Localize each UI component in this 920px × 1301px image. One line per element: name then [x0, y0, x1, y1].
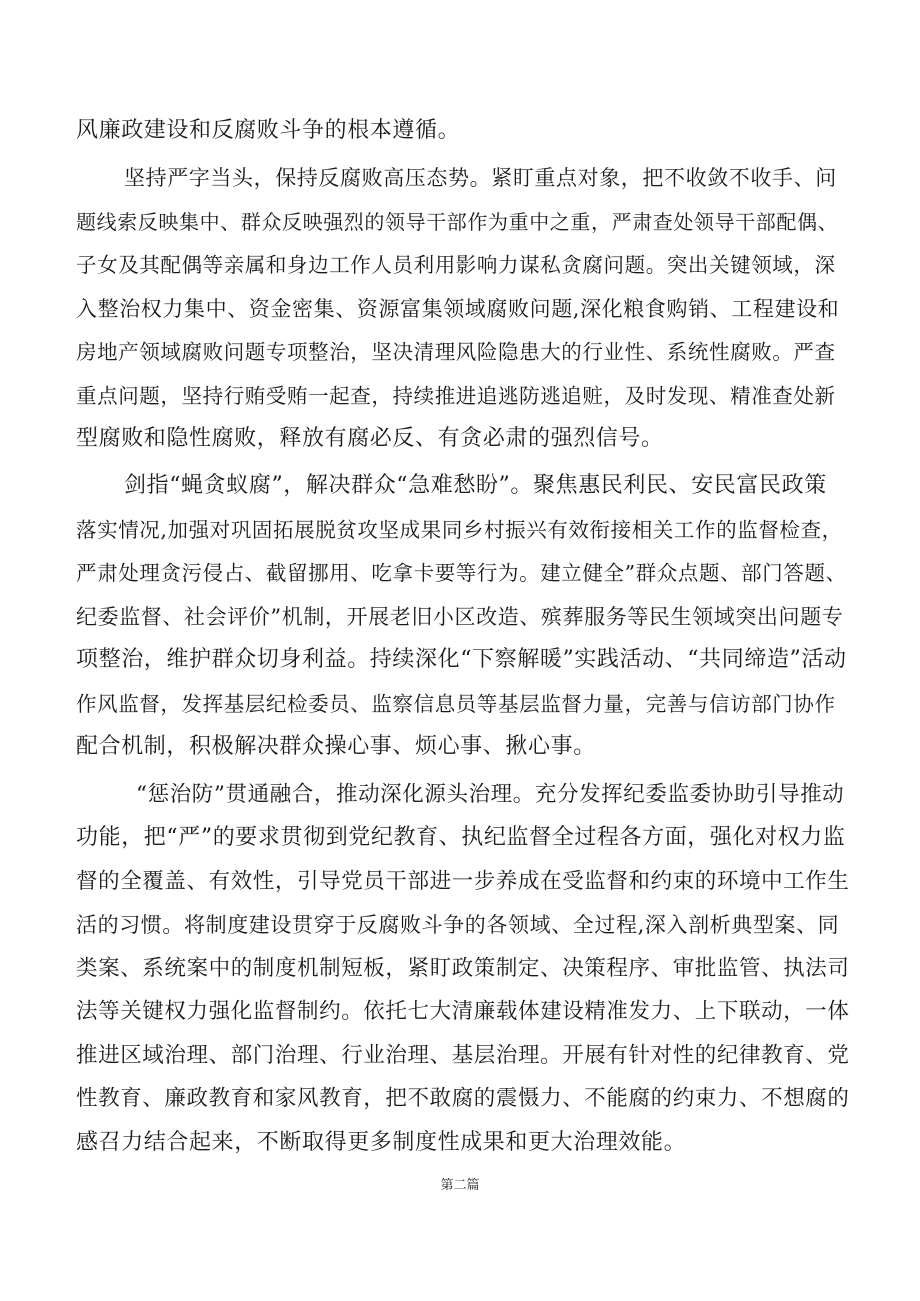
paragraph-4-line-4: 活的习惯。将制度建设贯穿于反腐败斗争的各领域、全过程,深入剖析典型案、同 — [76, 913, 840, 937]
paragraph-4-line-3: 督的全覆盖、有效性，引导党员干部进一步养成在受监督和约束的环境中工作生 — [76, 869, 850, 894]
paragraph-4-line-1: “惩治防”贯通融合，推动深化源头治理。充分发挥纪委监委协助引导推动 — [136, 782, 845, 807]
paragraph-3-line-2: 落实情况,加强对巩固拓展脱贫攻坚成果同乡村振兴有效衔接相关工作的监督检查， — [76, 518, 843, 542]
paragraph-3-line-6: 作风监督，发挥基层纪检委员、监察信息员等基层监督力量，完善与信访部门协作 — [76, 692, 836, 716]
paragraph-3-line-7: 配合机制，积极解决群众操心事、烦心事、揪心事。 — [76, 734, 596, 759]
paragraph-2-line-1: 坚持严字当头，保持反腐败高压态势。紧盯重点对象，把不收敛不收手、问 — [124, 166, 837, 190]
section-label: 第二篇 — [440, 1178, 480, 1193]
paragraph-4-line-2: 功能，把“严”的要求贯彻到党纪教育、执纪监督全过程各方面，强化对权力监 — [76, 825, 846, 850]
paragraph-3-line-3: 严肃处理贪污侵占、截留挪用、吃拿卡要等行为。建立健全”群众点题、部门答题、 — [76, 561, 847, 585]
paragraph-4-line-6: 法等关键权力强化监督制约。依托七大清廉载体建设精准发力、上下联动，一体 — [76, 999, 850, 1024]
paragraph-2-line-5: 房地产领域腐败问题专项整治，坚决清理风险隐患大的行业性、系统性腐败。严查 — [76, 340, 836, 364]
paragraph-3-line-4: 纪委监督、社会评价”机制，开展老旧小区改造、殡葬服务等民生领域突出问题专 — [76, 605, 844, 629]
paragraph-3-line-1: 剑指“蝇贪蚁腐”，解决群众“急难愁盼”。聚焦惠民利民、安民富民政策 — [124, 473, 827, 498]
paragraph-4-line-7: 推进区域治理、部门治理、行业治理、基层治理。开展有针对性的纪律教育、党 — [76, 1043, 850, 1068]
paragraph-2-line-4: 入整治权力集中、资金密集、资源富集领域腐败问题,深化粮食购销、工程建设和 — [76, 297, 840, 321]
paragraph-2-line-6: 重点问题，坚持行贿受贿一起查，持续推进追逃防逃追赃，及时发现、精准查处新 — [76, 384, 836, 408]
paragraph-4-line-5: 类案、系统案中的制度机制短板，紧盯政策制定、决策程序、审批监管、执法司 — [76, 956, 850, 981]
paragraph-2-line-7: 型腐败和隐性腐败，释放有腐必反、有贪必肃的强烈信号。 — [76, 426, 664, 451]
paragraph-2-line-2: 题线索反映集中、群众反映强烈的领导干部作为重中之重，严肃查处领导干部配偶、 — [76, 210, 839, 234]
paragraph-3-line-5: 项整治，维护群众切身利益。持续深化“下察解暖”实践活动、“共同缔造”活动 — [76, 647, 847, 672]
paragraph-2-line-3: 子女及其配偶等亲属和身边工作人员利用影响力谋私贪腐问题。突出关键领域，深 — [76, 253, 836, 277]
paragraph-4-line-8: 性教育、廉政教育和家风教育，把不敢腐的震慑力、不能腐的约束力、不想腐的 — [76, 1086, 850, 1111]
paragraph-4-line-9: 感召力结合起来，不断取得更多制度性成果和更大治理效能。 — [76, 1130, 687, 1155]
paragraph-1-line-1: 风廉政建设和反腐败斗争的根本遵循。 — [76, 118, 461, 143]
